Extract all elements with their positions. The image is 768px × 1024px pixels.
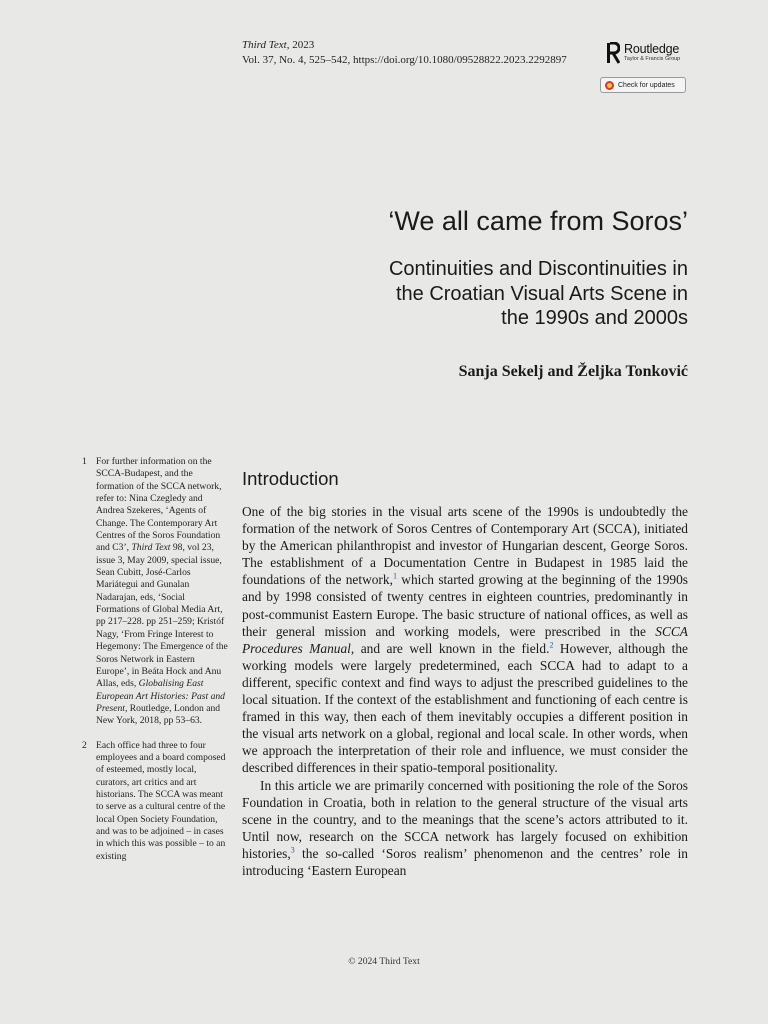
footnote-ref-1[interactable]: 1 [392,571,397,581]
journal-year: , 2023 [286,39,315,51]
citation-line[interactable]: Vol. 37, No. 4, 525–542, https://doi.org/10.1080/09528822.2023.2292897 [242,54,567,66]
body-text [242,503,688,879]
crossmark-icon [605,81,614,90]
footnotes-column [82,456,230,875]
section-heading: Introduction [242,468,339,489]
paragraph-1 [242,503,688,777]
journal-name-line [242,38,567,53]
journal-name: Third Text [242,39,287,51]
footnote-text: Each office had three to four employees and a board composed of esteemed, mostly local, curators, art critics and art historians. The SCCA was meant to serve as a cultural centre of the local Open Society Foundation, and was to be adjoined – in cases in which this was possible – to an existing [96,739,226,862]
footnote-2 [82,740,230,863]
copyright-footer: © 2024 Third Text [348,956,420,967]
footnote-text [96,456,230,728]
check-for-updates-label: Check for updates [618,81,675,89]
paragraph-text: In this article we are primarily concerned with positioning the role of the Soros Foundation in Croatia, both in relation to the general structure of the visual arts scene in the country, and to the meanings that the scene’s actors attributed to it. Until now, research on the SCCA network has largely focused on exhibition histories, [242,777,688,861]
check-for-updates-button[interactable] [600,77,686,93]
publisher-logo [606,42,680,64]
subtitle-line: the 1990s and 2000s [501,307,688,329]
journal-info [242,38,567,68]
subtitle-line: the Croatian Visual Arts Scene in [395,282,688,305]
routledge-logo-icon [606,42,620,64]
footnote-text-part: 98, vol 23, issue 3, May 2009, special issue, Sean Cubitt, José-Carlos Mariátegui and Gunalan Nadarajan, eds, ‘Social Formations of Global Media Art, pp 217–228. pp 251–259; Kristóf Nagy, ‘From Fringe Interest to Hegemony: The Emergence of the Soros Network in Eastern Europe’, in Beáta Hock and Anu Allas, eds, [96,542,228,690]
footnote-text-part: For further information on the SCCA-Budapest, and the formation of the SCCA network, refer to: Nina Czegledy and Andrea Szekeres, ‘Agents of Change. The Contemporary Art Centres of the Soros Foundation and C3’, [96,456,222,554]
footnote-number: 2 [82,739,87,751]
paragraph-text: which started growing at the beginning of the 1990s and by 1998 consisted of twenty centres in eighteen countries, predominantly in post-communist Eastern Europe. The basic structure of national offices, as well as their general mission and working models, were prescribed in the [242,572,689,639]
footnote-text-part: , Routledge, London and New York, 2018, pp 53–63. [96,702,221,727]
paragraph-text: , and are well known in the field. [350,640,550,656]
paragraph-text: the so-called ‘Soros realism’ phenomenon and the centres’ role in introducing ‘Eastern European [242,845,688,878]
subtitle-line: Continuities and Discontinuities in [388,258,688,280]
publisher-name: Routledge [624,42,680,56]
paragraph-text: One of the big stories in the visual arts scene of the 1990s is undoubtedly the formation of the network of Soros Centres of Contemporary Art (SCCA), initiated by the American philanthropist and investor of Hungarian descent, George Soros. The establishment of a Documentation Centre in Budapest in 1985 laid the foundations of the network, [242,504,688,588]
footnote-1 [82,456,230,728]
paragraph-2 [242,777,688,880]
footnote-journal-title: Third Text [131,542,171,554]
manual-title: SCCA Procedures Manual [242,623,688,656]
publisher-group: Taylor & Francis Group [624,56,681,62]
footnote-book-title: Globalising East European Art Histories: Past and Present [96,678,225,714]
article-title: ‘We all came from Soros’ [388,206,688,236]
article-authors: Sanja Sekelj and Željka Tonković [458,363,688,380]
article-subtitle [389,257,688,331]
paragraph-text: However, although the working models were largely predetermined, each SCCA had to adapt to a different, specific context and find ways to adjust the prescribed guidelines to the local situation. If the context of the establishment and functioning of each centre is framed in this way, then each of them inevitably occupies a different position in the visual arts network on a global, regional and local scale. In other words, when we approach the interpretation of their role and influence, we must consider the described differences in their spatio-temporal positionality. [242,640,688,776]
footnote-number: 1 [82,456,87,467]
footnote-ref-2[interactable]: 2 [549,640,554,650]
footnote-ref-3[interactable]: 3 [290,845,295,855]
